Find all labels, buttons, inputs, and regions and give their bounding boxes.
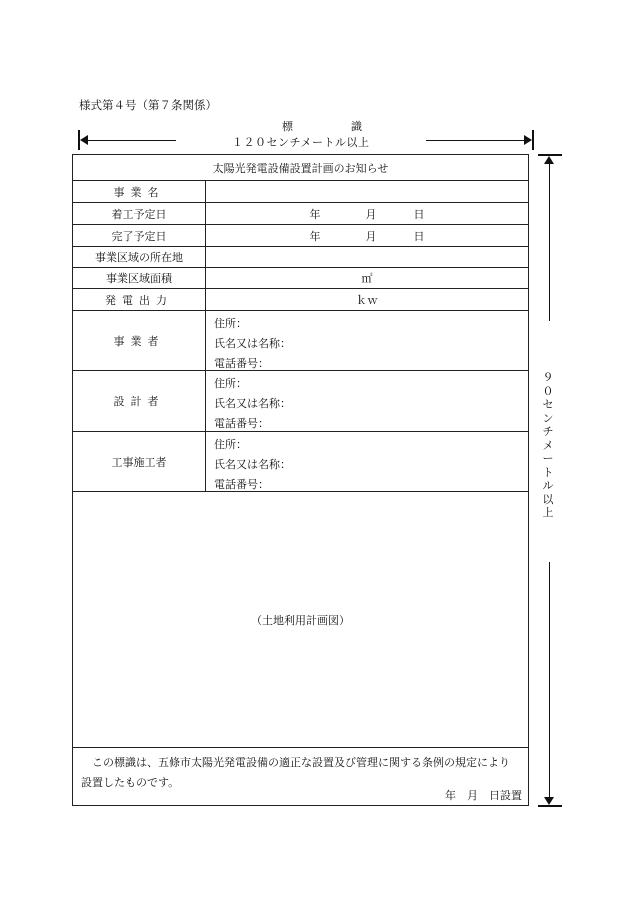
start-date-day: 日 bbox=[413, 207, 425, 221]
designer-phone: 電話番号： bbox=[214, 417, 269, 430]
notice-board bbox=[72, 154, 529, 806]
height-dimension-line-bottom bbox=[549, 562, 550, 798]
operator-name: 氏名又は名称： bbox=[214, 337, 291, 350]
sign-heading-char: 標 bbox=[282, 120, 293, 133]
designer-address: 住所： bbox=[214, 377, 247, 390]
designer-details bbox=[214, 374, 291, 434]
area-label: 事業区域面積 bbox=[73, 268, 206, 288]
table-row bbox=[73, 289, 528, 311]
project-name-label: 事業名 bbox=[73, 181, 206, 202]
area-value bbox=[206, 268, 528, 288]
table-row bbox=[73, 181, 528, 203]
table-row bbox=[73, 432, 528, 492]
completion-date-value bbox=[206, 225, 528, 246]
area-unit: ㎡ bbox=[361, 272, 373, 285]
start-date-label: 着工予定日 bbox=[73, 203, 206, 224]
sign-heading-char: 識 bbox=[351, 120, 362, 133]
width-dimension-line-right bbox=[426, 140, 526, 141]
completion-date-month: 月 bbox=[365, 229, 377, 243]
form-number: 様式第４号（第７条関係） bbox=[79, 98, 217, 112]
output-unit: ｋｗ bbox=[356, 293, 378, 307]
width-dimension-right-tick bbox=[532, 130, 534, 150]
project-name-value bbox=[206, 181, 528, 202]
contractor-phone: 電話番号： bbox=[214, 478, 269, 491]
notice-text: この標識は、五條市太陽光発電設備の適正な設置及び管理に関する条例の規定により設置したものです。 bbox=[81, 756, 510, 789]
contractor-details bbox=[214, 435, 291, 495]
height-dimension-label: ９０センチメートル以上 bbox=[542, 371, 554, 519]
height-dimension-line-top bbox=[549, 163, 550, 321]
output-label: 発電出力 bbox=[73, 289, 206, 310]
location-label: 事業区域の所在地 bbox=[73, 247, 206, 267]
land-use-plan-label: （土地利用計画図） bbox=[251, 613, 350, 627]
operator-address: 住所： bbox=[214, 317, 247, 330]
sign-heading bbox=[282, 118, 362, 134]
completion-date-day: 日 bbox=[413, 229, 425, 243]
width-dimension-label: １２０センチメートル以上 bbox=[232, 136, 370, 149]
height-dimension-bottom-tick bbox=[538, 805, 562, 807]
completion-date-label: 完了予定日 bbox=[73, 225, 206, 246]
start-date-year: 年 bbox=[309, 207, 321, 221]
width-dimension-line-left bbox=[86, 140, 176, 141]
table-row bbox=[73, 311, 528, 371]
table-row bbox=[73, 371, 528, 432]
table-row bbox=[73, 247, 528, 268]
operator-label: 事業者 bbox=[73, 311, 206, 370]
start-date-month: 月 bbox=[365, 207, 377, 221]
notice-section bbox=[73, 748, 528, 805]
output-value bbox=[206, 289, 528, 310]
installation-date: 年 月 日設置 bbox=[445, 789, 522, 802]
contractor-address: 住所： bbox=[214, 438, 247, 451]
width-dimension-right-arrow-icon bbox=[524, 135, 532, 145]
height-dimension-down-arrow-icon bbox=[544, 797, 554, 805]
operator-phone: 電話番号： bbox=[214, 357, 269, 370]
land-use-plan-area bbox=[73, 492, 528, 748]
completion-date-year: 年 bbox=[309, 229, 321, 243]
operator-details bbox=[214, 314, 291, 374]
table-row bbox=[73, 203, 528, 225]
start-date-value bbox=[206, 203, 528, 224]
board-title: 太陽光発電設備設置計画のお知らせ bbox=[73, 155, 528, 181]
contractor-name: 氏名又は名称： bbox=[214, 458, 291, 471]
location-value bbox=[206, 247, 528, 267]
designer-name: 氏名又は名称： bbox=[214, 397, 291, 410]
table-row bbox=[73, 268, 528, 289]
contractor-label: 工事施工者 bbox=[73, 432, 206, 491]
table-row bbox=[73, 225, 528, 247]
designer-label: 設計者 bbox=[73, 371, 206, 431]
